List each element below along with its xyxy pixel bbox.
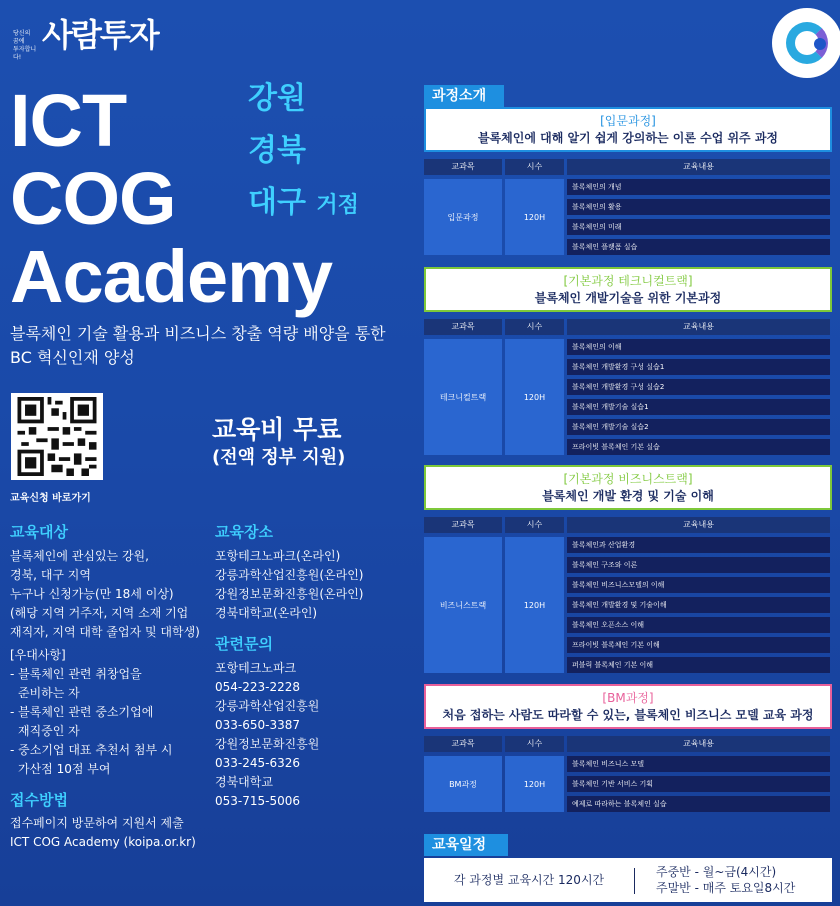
region-3: 대구 거점 <box>248 185 359 220</box>
header-content: 교육내용 <box>567 517 830 533</box>
course-content-item: 블록체인의 이해 <box>567 339 830 355</box>
schedule-tab: 교육일정 <box>424 834 508 856</box>
course-description: 블록체인 개발기술을 위한 기본과정 <box>534 291 722 305</box>
course-content-item: 블록체인 오픈소스 이해 <box>567 617 830 633</box>
course-content-item: 블록체인 개발환경 구성 실습2 <box>567 379 830 395</box>
course-section <box>424 267 832 451</box>
free-subtitle: (전액 정부 지원) <box>212 447 346 468</box>
course-section <box>424 684 832 808</box>
course-subject: 테크니컬트랙 <box>424 339 502 455</box>
place-text: 포항테크노파크(온라인) 강릉과학산업진흥원(온라인) 강원정보문화진흥원(온라인) 경북대학교(온라인) <box>215 549 364 620</box>
apply-heading: 접수방법 <box>10 791 68 809</box>
schedule-left: 각 과정별 교육시간 120시간 <box>453 873 605 887</box>
course-subject: 비즈니스트랙 <box>424 537 502 673</box>
contact-heading: 관련문의 <box>215 635 273 653</box>
course-header-box <box>424 267 832 312</box>
course-content-item: 블록체인 플랫폼 실습 <box>567 239 830 255</box>
course-section <box>424 465 832 669</box>
logo-text: 사람투자 <box>42 16 158 54</box>
course-subject: 입문과정 <box>424 179 502 255</box>
course-content-item: 블록체인과 산업환경 <box>567 537 830 553</box>
course-subject: BM과정 <box>424 756 502 812</box>
course-content-item: 예제로 따라하는 블록체인 실습 <box>567 796 830 812</box>
logo-tagline: 당신의 꿈에 투자합니다! <box>13 30 37 61</box>
course-content-item: 퍼블릭 블록체인 기본 이해 <box>567 657 830 673</box>
course-content-item: 블록체인 개발환경 및 기술이해 <box>567 597 830 613</box>
header-subject: 교과목 <box>424 159 502 175</box>
region-1: 강원 <box>248 81 306 116</box>
course-content-item: 블록체인 개발기술 실습1 <box>567 399 830 415</box>
course-description: 처음 접하는 사람도 따라할 수 있는, 블록체인 비즈니스 모델 교육 과정 <box>442 708 814 722</box>
course-content-item: 블록체인의 개념 <box>567 179 830 195</box>
header-subject: 교과목 <box>424 517 502 533</box>
course-tag: [기본과정 비즈니스트랙] <box>563 472 693 486</box>
schedule-box <box>424 858 832 902</box>
contact-text: 포항테크노파크 054-223-2228 강릉과학산업진흥원 033-650-3387 강원정보문화진흥원 033-245-6326 경북대학교 053-715-5006 <box>215 661 320 808</box>
header-subject: 교과목 <box>424 319 502 335</box>
header-hours: 시수 <box>505 159 564 175</box>
title-line-1: ICT <box>10 79 127 162</box>
course-content-item: 프라이빗 블록체인 기본 이해 <box>567 637 830 653</box>
qr-code-icon <box>15 397 99 476</box>
course-tag: [입문과정] <box>600 114 656 128</box>
place-section <box>215 521 395 811</box>
header-content: 교육내용 <box>567 736 830 752</box>
tagline: 블록체인 기술 활용과 비즈니스 창출 역량 배양을 통한 BC 혁신인재 양성 <box>10 324 386 367</box>
course-content-item: 블록체인 개발환경 구성 실습1 <box>567 359 830 375</box>
title-line-2: COG <box>10 157 176 240</box>
qr-code[interactable] <box>11 393 103 480</box>
course-content-item: 블록체인 개발기술 실습2 <box>567 419 830 435</box>
course-content-item: 블록체인 비즈니스모델의 이해 <box>567 577 830 593</box>
header-hours: 시수 <box>505 517 564 533</box>
target-section <box>10 521 210 852</box>
course-hours: 120H <box>505 537 564 673</box>
preference-text: [우대사항] - 블록체인 관련 취창업을 준비하는 자 - 블록체인 관련 중소기업에 재직중인 자 - 중소기업 대표 추천서 첨부 시 가산점 10점 부여 <box>10 648 173 776</box>
target-heading: 교육대상 <box>10 523 68 541</box>
header-content: 교육내용 <box>567 319 830 335</box>
schedule-right: 주중반 - 월~금(4시간) 주말반 - 매주 토요일8시간 <box>656 865 796 895</box>
course-content-item: 블록체인 비즈니스 모델 <box>567 756 830 772</box>
course-content-item: 프라이빗 블록체인 기본 실습 <box>567 439 830 455</box>
course-tag: [BM과정] <box>602 691 654 705</box>
course-content-item: 블록체인의 미래 <box>567 219 830 235</box>
title-line-3: Academy <box>10 235 333 318</box>
target-text: 블록체인에 관심있는 강원, 경북, 대구 지역 누구나 신청가능(만 18세 이상) (해당 지역 거주자, 지역 소재 기업 재직자, 지역 대학 졸업자 및 대학생) <box>10 549 200 639</box>
schedule-divider <box>634 868 635 894</box>
course-description: 블록체인에 대해 알기 쉽게 강의하는 이론 수업 위주 과정 <box>477 131 779 145</box>
free-title: 교육비 무료 <box>212 415 342 444</box>
qr-label: 교육신청 바로가기 <box>10 493 91 504</box>
header-content: 교육내용 <box>567 159 830 175</box>
course-header-box <box>424 684 832 729</box>
course-content-item: 블록체인의 활용 <box>567 199 830 215</box>
course-hours: 120H <box>505 756 564 812</box>
course-content-item: 블록체인 구조와 이론 <box>567 557 830 573</box>
course-header-box <box>424 107 832 152</box>
course-hours: 120H <box>505 339 564 455</box>
place-heading: 교육장소 <box>215 523 273 541</box>
region-2: 경북 <box>248 133 306 168</box>
header-hours: 시수 <box>505 736 564 752</box>
course-content-item: 블록체인 기반 서비스 기획 <box>567 776 830 792</box>
brand-logo-icon <box>772 8 840 78</box>
courses-tab: 과정소개 <box>424 85 504 107</box>
header-subject: 교과목 <box>424 736 502 752</box>
header-hours: 시수 <box>505 319 564 335</box>
course-header-box <box>424 465 832 510</box>
course-description: 블록체인 개발 환경 및 기술 이해 <box>542 489 714 503</box>
course-hours: 120H <box>505 179 564 255</box>
course-tag: [기본과정 테크니컬트랙] <box>563 274 693 288</box>
apply-text: 접수페이지 방문하여 지원서 제출 ICT COG Academy (koipa.or.kr) <box>10 816 196 849</box>
course-section <box>424 107 832 251</box>
